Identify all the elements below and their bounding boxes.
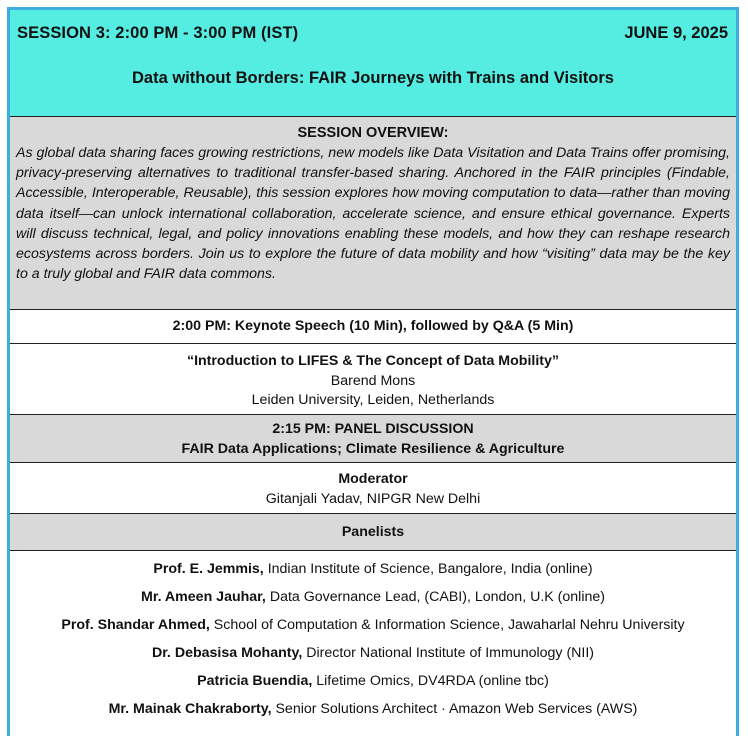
panelist-item	[10, 555, 736, 583]
panelist-name: Dr. Debasisa Mohanty,	[151, 645, 303, 661]
panelist-item	[10, 695, 736, 723]
panelists-list	[10, 551, 736, 723]
session-card	[7, 7, 739, 736]
keynote-title: “Introduction to LIFES & The Concept of Data Mobility”	[186, 353, 559, 369]
panelist-name: Prof. Shandar Ahmed,	[61, 617, 210, 633]
panelist-detail: Senior Solutions Architect · Amazon Web Services (AWS)	[271, 701, 638, 717]
panelists-label: Panelists	[10, 514, 736, 551]
moderator-name: Gitanjali Yadav, NIPGR New Delhi	[265, 490, 481, 507]
overview-text: As global data sharing faces growing restrictions, new models like Data Visitation and Data Trains offer promising, privacy-preserving alternatives to traditional transfer-based sharing. Anchored in the FAIR principles (Findable, Accessible, Interoperable, Reusable), this session explores how moving computation to data—rather than moving data itself—can unlock international collaboration, accelerate science, and ensure ethical governance. Experts will discuss technical, legal, and policy innovations enabling these models, and how they can reshape research ecosystems across borders. Join us to explore the future of data mobility and how “visiting” data may be the key to a truly global and FAIR data commons.	[16, 145, 730, 283]
session-title: Data without Borders: FAIR Journeys with Trains and Visitors	[132, 69, 614, 87]
keynote-affiliation: Leiden University, Leiden, Netherlands	[251, 392, 495, 408]
panelist-detail: Indian Institute of Science, Bangalore, India (online)	[263, 561, 593, 577]
panelist-name: Prof. E. Jemmis,	[153, 561, 264, 577]
overview-heading: SESSION OVERVIEW:	[297, 125, 449, 141]
keynote-speaker: Barend Mons	[330, 372, 416, 389]
panelist-item	[10, 611, 736, 639]
panelist-detail: Lifetime Omics, DV4RDA (online tbc)	[312, 673, 549, 689]
panel-topic: FAIR Data Applications; Climate Resilience & Agriculture	[181, 440, 565, 457]
panelist-name: Mr. Ameen Jauhar,	[141, 589, 266, 605]
panelist-name: Mr. Mainak Chakraborty,	[108, 701, 272, 717]
session-overview	[10, 117, 736, 310]
moderator-label: Moderator	[338, 471, 408, 487]
panelist-item	[10, 639, 736, 667]
session-header	[10, 10, 736, 117]
panelist-item	[10, 667, 736, 695]
panel-header	[10, 415, 736, 463]
panelist-item	[10, 583, 736, 611]
panelist-detail: Director National Institute of Immunology (NII)	[302, 645, 595, 661]
panelist-name: Patricia Buendia,	[197, 673, 313, 689]
keynote-details	[10, 344, 736, 415]
keynote-slot: 2:00 PM: Keynote Speech (10 Min), followed by Q&A (5 Min)	[10, 310, 736, 344]
session-date: JUNE 9, 2025	[624, 24, 728, 42]
panelist-detail: Data Governance Lead, (CABI), London, U.K (online)	[265, 589, 605, 605]
moderator-block	[10, 463, 736, 514]
panelist-detail: School of Computation & Information Science, Jawaharlal Nehru University	[209, 617, 685, 633]
panel-slot: 2:15 PM: PANEL DISCUSSION	[272, 421, 474, 437]
session-time: SESSION 3: 2:00 PM - 3:00 PM (IST)	[17, 24, 299, 42]
